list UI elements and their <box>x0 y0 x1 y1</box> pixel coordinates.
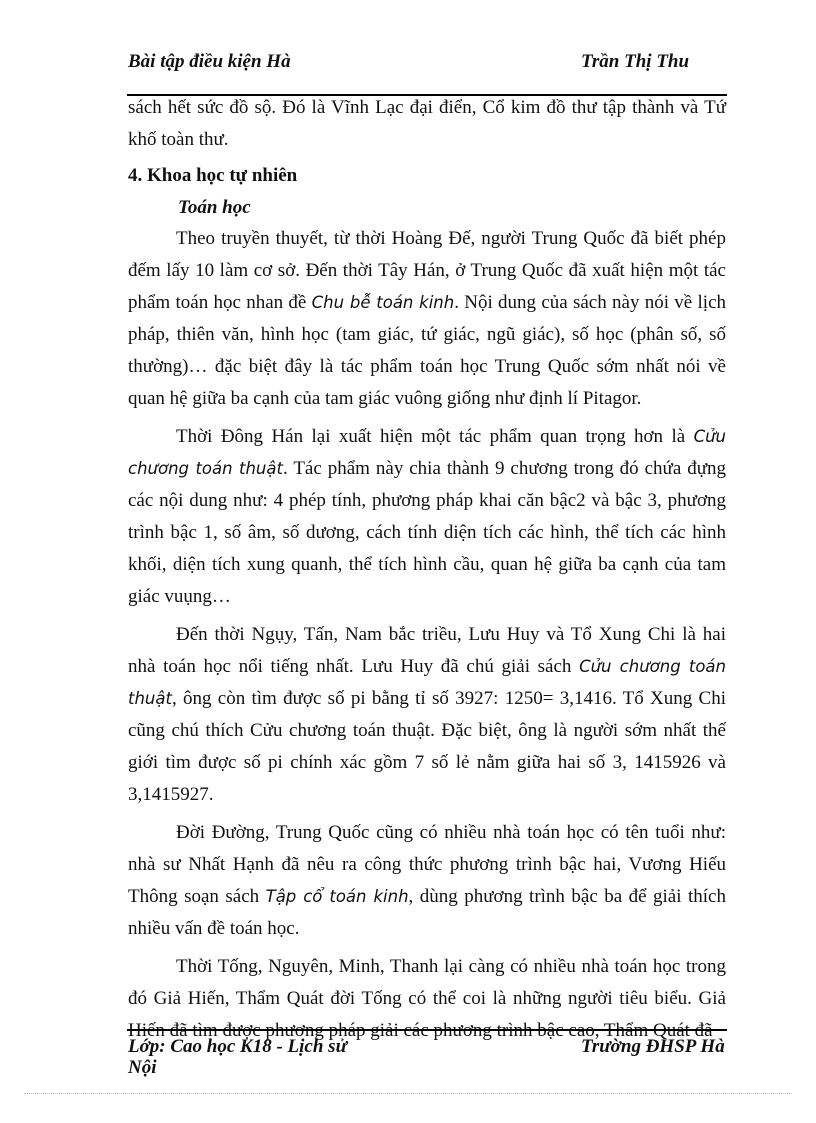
paragraph-text: Theo truyền thuyết, từ thời Hoàng Đế, người Trung Quốc đã biết phép đếm lấy 10 làm cơ sở. Đến thời Tây Hán, ở Trung Quốc đã xuất hiện một tác phẩm toán học nhan đề <box>128 228 726 313</box>
header-author: Trần Thị Thu <box>581 51 690 72</box>
paragraph-text: Đời Đường, Trung Quốc cũng có nhiều nhà toán học có tên tuổi như: nhà sư Nhất Hạnh đã nêu ra công thức phương trình bậc hai, Vương Hiếu Thông soạn sách <box>128 822 726 907</box>
continued-paragraph: sách hết sức đồ sộ. Đó là Vĩnh Lạc đại điển, Cổ kim đồ thư tập thành và Tứ khố toàn thư. <box>128 97 726 150</box>
footer-school-label: Trường ĐHSP Hà <box>581 1036 725 1057</box>
header-left-title: Bài tập điều kiện Hà <box>128 51 291 72</box>
footer-rule <box>127 1029 727 1031</box>
paragraph-5: Thời Tống, Nguyên, Minh, Thanh lại càng có nhiều nhà toán học trong đó Giả Hiến, Thẩm Quát đời Tống có thể coi là những người tiêu biểu. Giả Hiến đã tìm được phương pháp giải các phương trình bậc cao, Thẩm Quát đã <box>128 956 726 1041</box>
book-title: Cửu chương toán thuật <box>128 427 726 478</box>
subsection-heading: Toán học <box>178 197 251 218</box>
page-body <box>128 92 726 1047</box>
paragraph-text: , dùng phương trình bậc ba để giải thích nhiều vấn đề toán học. <box>128 886 726 939</box>
book-title: Chu bễ toán kinh <box>311 293 455 312</box>
book-title: Cửu chương toán thuật <box>128 657 726 708</box>
paragraph-text: , ông còn tìm được số pi bằng tỉ số 3927: 1250= 3,1416. Tổ Xung Chi cũng chú thích Cửu chương toán thuật. Đặc biệt, ông là người sớm nhất thế giới tìm được số pi chính xác gồm 7 số lẻ nằm giữa hai số 3, 1415926 và 3,1415927. <box>128 688 726 805</box>
paragraph-text: . Tác phẩm này chia thành 9 chương trong đó chứa đựng các nội dung như: 4 phép tính, phương pháp khai căn bậc2 và bậc 3, phương trình bậc 1, số âm, số dương, cách tính diện tích các hình, thể tích các hình khối, diện tích xung quanh, thể tích hình cầu, quan hệ giữa ba cạnh của tam giác vuụng… <box>128 458 726 607</box>
paragraph-text: Đến thời Ngụy, Tấn, Nam bắc triều, Lưu Huy và Tổ Xung Chi là hai nhà toán học nổi tiếng nhất. Lưu Huy đã chú giải sách <box>128 624 726 677</box>
footer-class-label: Lớp: Cao học K18 - Lịch sử Nội <box>128 1036 347 1078</box>
book-title: Tập cổ toán kinh <box>265 887 409 906</box>
paragraph-text: . Nội dung của sách này nói về lịch pháp, thiên văn, hình học (tam giác, tứ giác, ngũ giác), số học (phân số, số thường)… đặc biệt đây là tác phẩm toán học Trung Quốc sớm nhất nói về quan hệ giữa ba cạnh của tam giác vuông giống như định lí Pitagor. <box>128 292 727 409</box>
paragraph-1 <box>128 223 726 415</box>
paragraph-4 <box>128 817 726 945</box>
section-heading: 4. Khoa học tự nhiên <box>128 165 298 186</box>
paragraph-3 <box>128 619 726 811</box>
page-edge-dotted-line <box>24 1093 792 1094</box>
paragraph-2 <box>128 421 726 613</box>
paragraph-text: Thời Đông Hán lại xuất hiện một tác phẩm quan trọng hơn là <box>176 426 694 447</box>
